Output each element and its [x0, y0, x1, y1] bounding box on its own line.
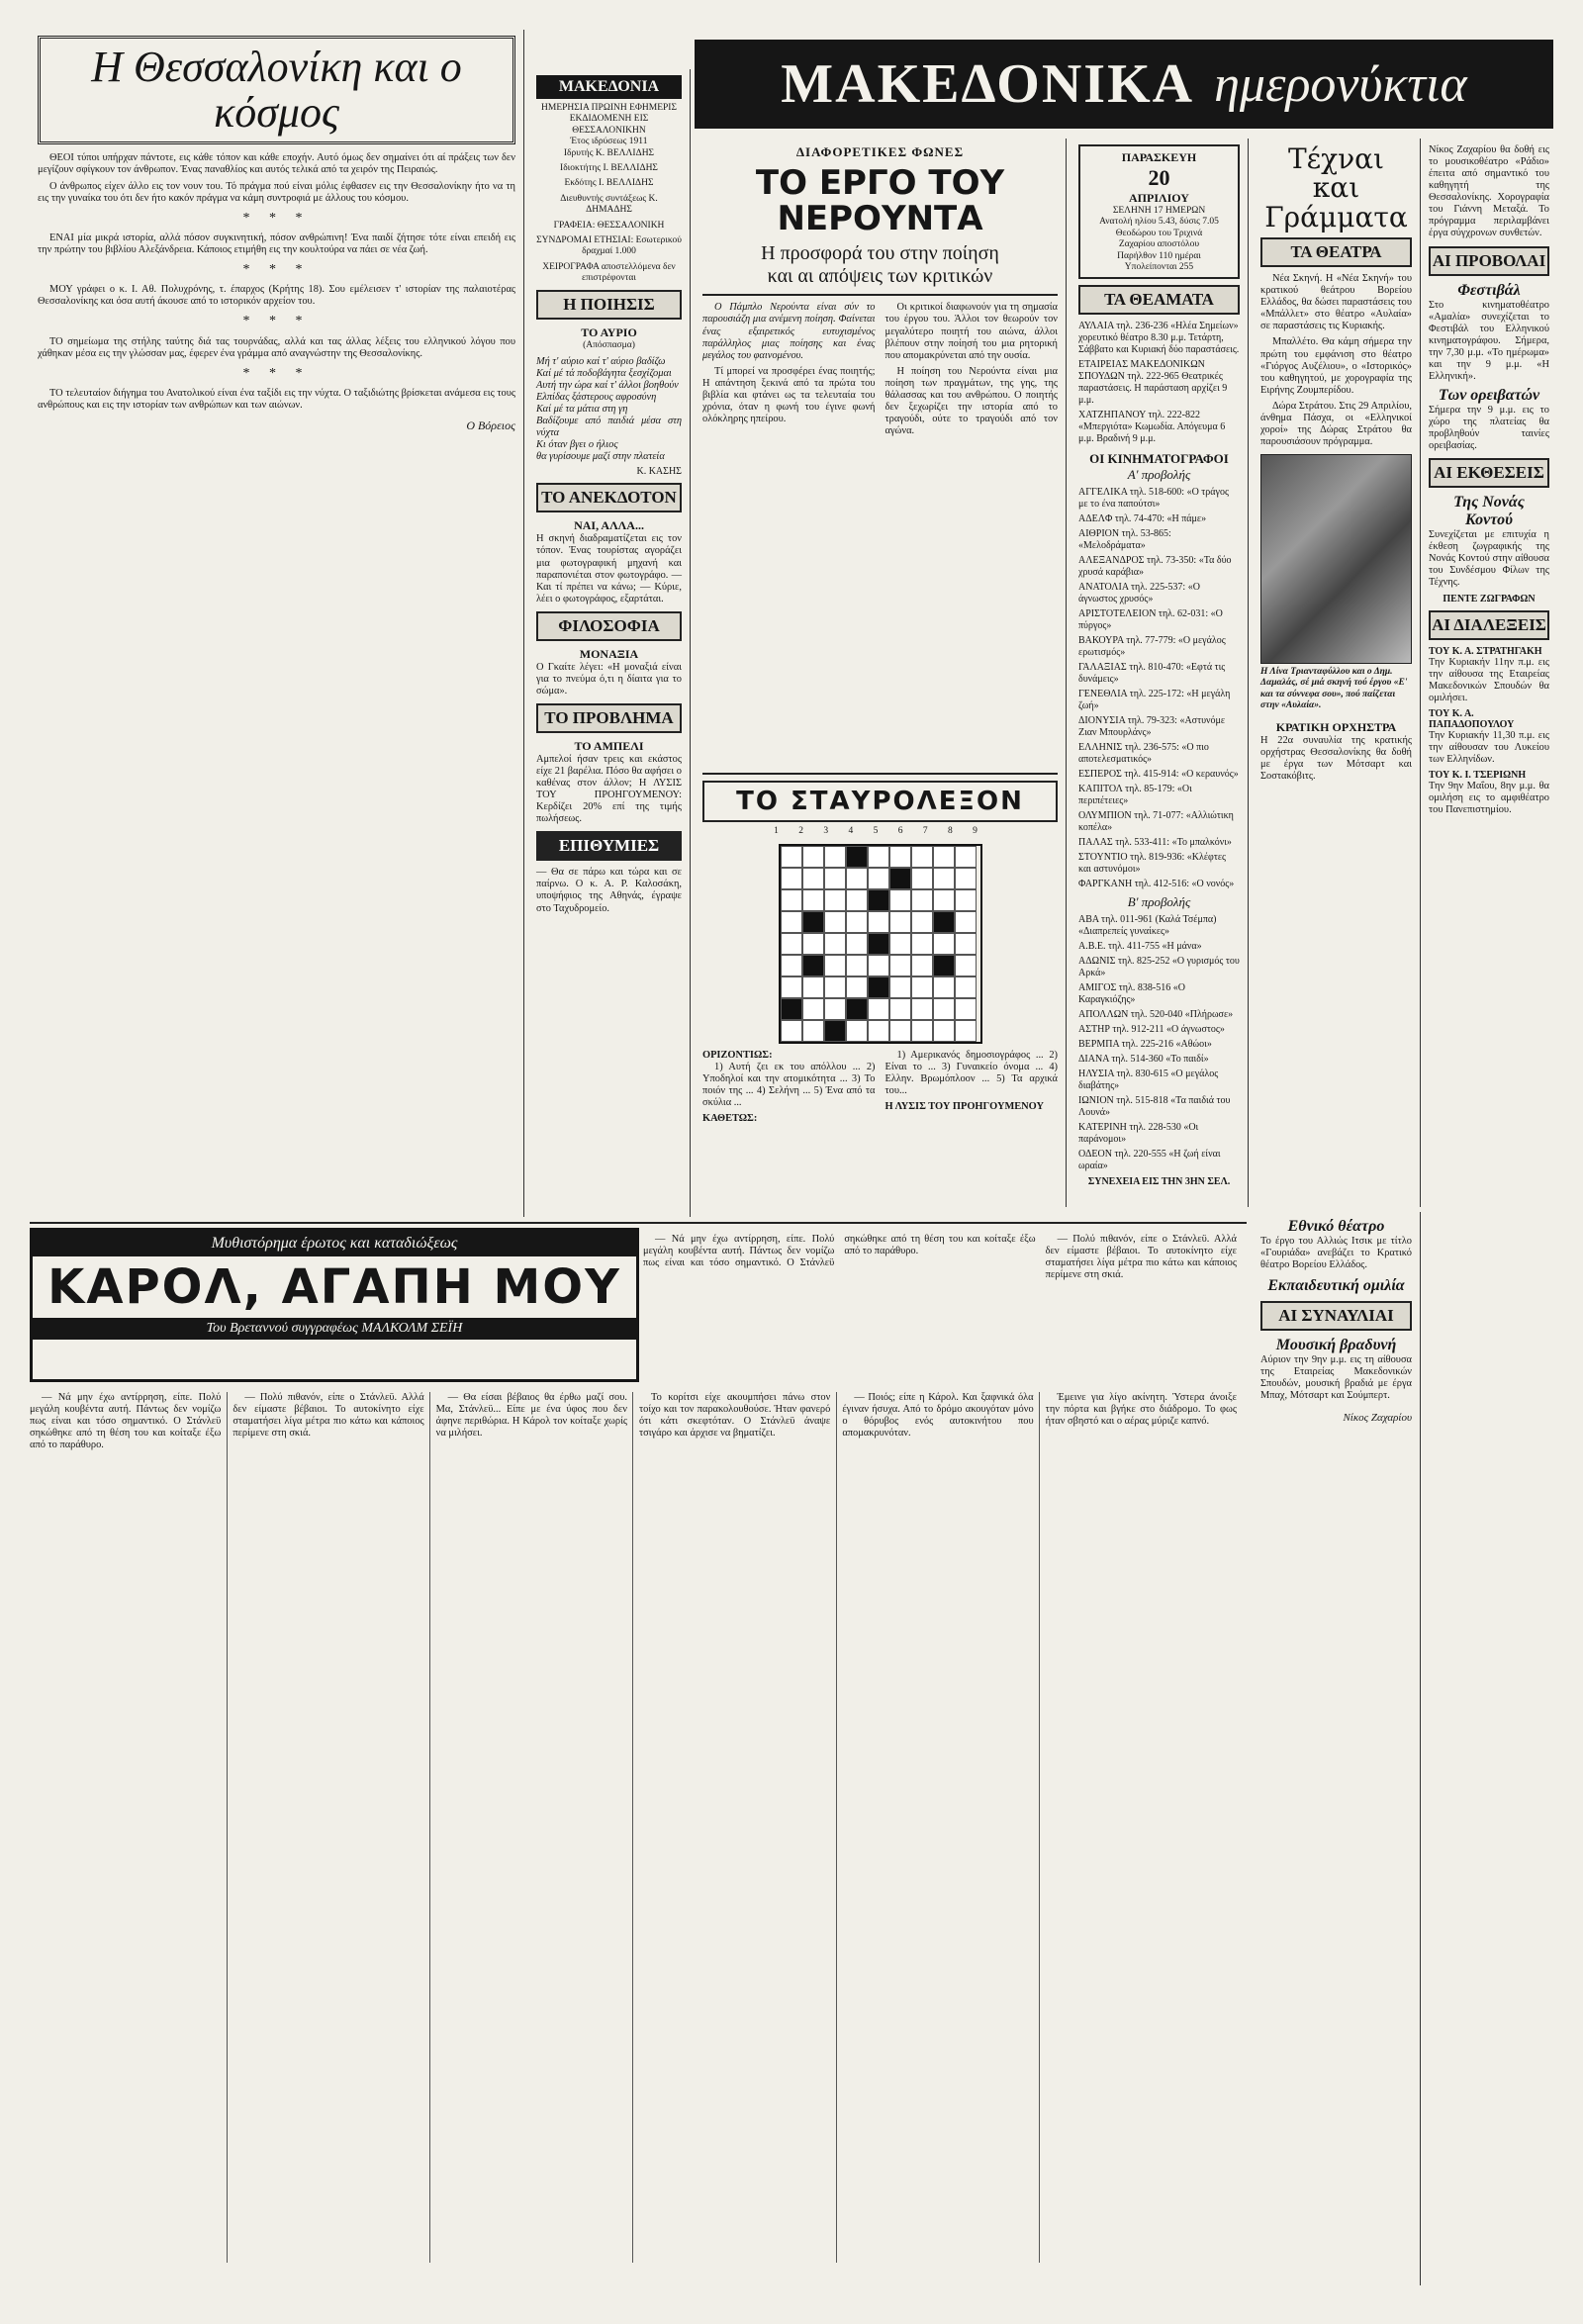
crossword-cell — [955, 889, 977, 911]
info-column — [528, 69, 691, 1217]
arts-column — [1253, 139, 1421, 1207]
crossword-cell — [802, 868, 824, 889]
info-line: ΧΕΙΡΟΓΡΑΦΑ αποστελλόμενα δεν επιστρέφονται — [542, 261, 676, 284]
problem-heading: ΤΟ ΠΡΟΒΛΗΜΑ — [536, 703, 682, 733]
poem-line: Καί μέ τα μάτια στη γη — [536, 404, 628, 416]
karol-paragraph: Το κορίτσι είχε ακουμπήσει πάνω στον τοίχο και τον παρακολουθούσε. Ήταν φανερό ότι κάτι σκεφτόταν. Ο Στάνλεϋ άναψε τσιγάρο και άρχισε να βηματίζει. — [638, 1392, 831, 1440]
arts-signature: Νίκος Ζαχαρίου — [1343, 1412, 1412, 1425]
date-line: Ανατολή ηλίου 5.43, δύσις 7.05 — [1099, 217, 1219, 228]
info-line: Ιδιοκτήτης Ι. ΒΕΛΛΙΔΗΣ — [560, 162, 658, 173]
left-feature-paragraph: Ο άνθρωπος είχεν άλλο εις τον νουν του. Τό πράγμα πού είναι μόλις έφθασεν εις την Θεσσαλονίκην ήτο να τη εις την γυναίκα του ότι δεν ήτο κακόν πράγμα να κάμη συντροφιά με άλλους του κόσμου. — [38, 180, 515, 204]
listings-column — [1071, 139, 1249, 1207]
poem-line: Μή τ' αύριο καί τ' αύριο βαδίζω — [536, 355, 666, 367]
crossword-cell — [781, 933, 802, 955]
cinema-listing: ΑΜΙΓΟΣ τηλ. 838-516 «Ο Καραγκιόζης» — [1078, 982, 1185, 1006]
crossword-black-cell — [846, 998, 868, 1020]
left-feature-paragraph: ΕΝΑΙ μία μικρά ιστορία, αλλά πόσον συγκινητική, πόσον ανθρώπινη! Ένα παιδί ζήτησε τότε είναι επειδή εις την πρώτην του βιβλίου Αλεξάνδρεια. Κάποιος ετιμήθη εις την κουλτούρα να πάει σε νέα ζωή. — [38, 232, 515, 255]
crossword-cell — [911, 998, 933, 1020]
crossword-cell — [802, 933, 824, 955]
dialexeis-heading: ΑΙ ΔΙΑΛΕΞΕΙΣ — [1429, 610, 1549, 640]
epithymies-text: — Θα σε πάρω και τώρα και σε παίρνω. Ο κ. Α. Ρ. Καλοσάκη, υποψήφιος της Αθηνάς, έγραψε στο Ταχυδρομείο. — [536, 867, 682, 914]
crossword-cell — [824, 868, 846, 889]
cinema-listing: ΚΑΠΙΤΟΛ τηλ. 85-179: «Οι περιπέτειες» — [1078, 784, 1192, 807]
philosophy-title: ΜΟΝΑΞΙΑ — [579, 646, 639, 661]
crossword-black-cell — [781, 998, 802, 1020]
theamata-heading: ΤΑ ΘΕΑΜΑΤΑ — [1078, 285, 1240, 315]
left-feature-signature: Ο Βόρειος — [466, 418, 515, 433]
cinema-listing: ΓΕΝΕΘΛΙΑ τηλ. 225-172: «Η μεγάλη ζωή» — [1078, 689, 1231, 712]
crossword-black-cell — [933, 911, 955, 933]
cinema-listing: ΓΑΛΑΞΙΑΣ τηλ. 810-470: «Εφτά τις δυνάμεις» — [1078, 662, 1226, 686]
karol-text-top — [643, 1234, 1237, 1372]
crossword-black-cell — [889, 868, 911, 889]
crossword-cell — [889, 911, 911, 933]
neruda-subhead-1: Η προσφορά του στην ποίηση — [761, 242, 999, 265]
lecture-title: ΤΟΥ Κ. Α. ΠΑΠΑΔΟΠΟΥΛΟΥ — [1429, 707, 1515, 730]
crossword-cell — [824, 933, 846, 955]
crossword-cell — [846, 868, 868, 889]
neruda-kicker: ΔΙΑΦΟΡΕΤΙΚΕΣ ΦΩΝΕΣ — [795, 144, 965, 159]
crossword-cell — [955, 955, 977, 976]
festival-title: Φεστιβάλ — [1457, 281, 1521, 299]
cinema-listing: ΒΑΚΟΥΡΑ τηλ. 77-779: «Ο μεγάλος ερωτισμός» — [1078, 635, 1226, 659]
info-line: Έτος ιδρύσεως 1911 — [570, 137, 648, 147]
problem-title: ΤΟ ΑΜΠΕΛΙ — [574, 738, 644, 753]
crossword-cell — [846, 933, 868, 955]
arts-body — [1260, 273, 1412, 448]
left-feature-body — [38, 152, 515, 433]
crossword-cell — [955, 1020, 977, 1042]
lecture-text: Την 9ην Μαΐου, 8ην μ.μ. θα ομιλήση εις το αμφιθέατρο του Πανεπιστημίου. — [1429, 780, 1549, 816]
left-feature-column — [30, 30, 524, 1217]
cinemas-a-list — [1078, 487, 1240, 890]
poem-title: ΤΟ ΑΥΡΙΟ — [581, 325, 637, 340]
crossword-black-cell — [868, 976, 889, 998]
cinemas-a-subheading: Α' προβολής — [1127, 467, 1191, 483]
neruda-paragraph: Τί μπορεί να προσφέρει ένας ποιητής; Η απάντηση ξεκινά από τα πρώτα του βιβλία και φτάνει ως τα τελευταία του χρόνια, όταν η φωνή του έγινε φωνή ολόκληρης ηπείρου. — [702, 365, 876, 424]
info-line: ΓΡΑΦΕΙΑ: ΘΕΣΣΑΛΟΝΙΚΗ — [553, 220, 665, 231]
crossword-cell — [933, 1020, 955, 1042]
date-line: ΣΕΛΗΝΗ 17 ΗΜΕΡΩΝ — [1112, 206, 1206, 216]
lecture-title: ΤΟΥ Κ. Ι. ΤΣΕΡΙΩΝΗ — [1429, 769, 1527, 781]
crossword-cell — [781, 1020, 802, 1042]
crossword-black-cell — [846, 846, 868, 868]
crossword-cell — [781, 911, 802, 933]
crossword-cell — [802, 976, 824, 998]
cinema-listing: ΦΑΡΓΚΑΝΗ τηλ. 412-516: «Ο νονός» — [1078, 879, 1235, 890]
masthead-title-a: ΜΑΚΕΔΟΝΙΚΑ — [781, 53, 1195, 115]
crossword-cell — [781, 846, 802, 868]
cinema-listing: ΟΔΕΟΝ τηλ. 220-555 «Η ζωή είναι ωραία» — [1078, 1149, 1221, 1172]
crossword-cell — [781, 955, 802, 976]
rule — [702, 294, 1058, 296]
karol-byline: Του Βρεταννού συγγραφέως ΜΑΛΚΟΛΜ ΣΕΪΗ — [33, 1318, 636, 1340]
crossword-cell — [955, 998, 977, 1020]
cinema-listing: ΗΛΥΣΙΑ τηλ. 830-615 «Ο μεγάλος διαβάτης» — [1078, 1069, 1219, 1092]
karol-paragraph: — Νά μην έχω αντίρρηση, είπε. Πολύ μεγάλη κουβέντα αυτή. Πάντως δεν νομίζω πως είναι και τόσο σημαντικό. Ο Στάνλεϋ σηκώθηκε από τη θέση του και κοίταξε έξω από το παράθυρο. — [643, 1234, 1036, 1269]
provoles-heading: ΑΙ ΠΡΟΒΟΛΑΙ — [1429, 246, 1549, 276]
crossword-cell — [781, 976, 802, 998]
crossword-cell — [802, 1020, 824, 1042]
rule — [702, 773, 1058, 775]
continuation-note: ΣΥΝΕΧΕΙΑ ΕΙΣ ΤΗΝ 3ΗΝ ΣΕΛ. — [1087, 1176, 1231, 1188]
synaulies-title: Μουσική βραδυνή — [1275, 1337, 1397, 1354]
fairy-title: Των ορειβατών — [1438, 386, 1540, 404]
date-month: ΑΠΡΙΛΙΟΥ — [1129, 191, 1189, 205]
masthead-title-b: ημερονύκτια — [1214, 55, 1467, 113]
neruda-paragraph: Οι κριτικοί διαφωνούν για τη σημασία του έργου του. Άλλοι τον θεωρούν τον μεγαλύτερο ποιητή του αιώνα, άλλοι βλέπουν στην ποίησή του μια ρητορική που απομακρύνεται από την ουσία. — [885, 302, 1058, 361]
neruda-article — [695, 139, 1067, 1207]
crossword-cell — [781, 889, 802, 911]
date-line: Παρήλθον 110 ημέραι — [1117, 250, 1201, 261]
crossword-cell — [933, 998, 955, 1020]
makedonia-info — [536, 103, 682, 284]
crossword-cell — [889, 976, 911, 998]
makedonia-masthead: ΜΑΚΕΔΟΝΙΑ — [536, 75, 682, 99]
ethniko-text: Το έργο του Αλλιώς Ιτσικ με τίτλο «Γουριάδα» ανεβάζει το Κρατικό θέατρο Βορείου Ελλάδος. — [1260, 1236, 1412, 1271]
cinema-listing: ΒΕΡΜΠΑ τηλ. 225-216 «Αθώοι» — [1078, 1039, 1212, 1051]
crossword-cell — [911, 889, 933, 911]
crossword-cell — [933, 976, 955, 998]
crossword-cell — [846, 1020, 868, 1042]
crossword-cell — [781, 868, 802, 889]
crossword-cell — [824, 955, 846, 976]
anekdoton-text: Η σκηνή διαδραματίζεται εις τον τόπον. Ένας τουρίστας αγοράζει μια φωτογραφική μηχανή και παραπονιέται στον φωτογράφο. — Και τί πρέπει να κάνω; — Κύριε, λέει ο φωτογράφος, εξαρτάται. — [536, 533, 682, 604]
left-feature-paragraph: ΤΟ τελευταίον διήγημα του Ανατολικού είναι ένα ταξίδι εις την νύχτα. Ο ταξιδιώτης βρίσκεται ανάμεσα εις τους ανθρώπους και εις την ιστορίαν των ανθρώπων και των αιώνων. — [38, 387, 515, 411]
crossword-cell — [955, 868, 977, 889]
poetry-heading: Η ΠΟΙΗΣΙΣ — [536, 290, 682, 320]
across-clues: 1) Αυτή ζει εκ του απόλλου ... 2) Υποδηλοί και την ατομικότητα ... 3) Το ποιόν της ... 4) Σελήνη ... 5) Ένα από τα σκύλια ... — [702, 1061, 876, 1109]
poem-line: Βαδίζουμε από παιδιά μέσα στη νύχτα — [536, 416, 682, 439]
arts-paragraph: Μπαλλέτο. Θα κάμη σήμερα την πρώτη του εμφάνιση στο θέατρο «Γιόργος Αυζέλιου», ο «Ιστορικός» του καθηγητού, με χορογραφία της Ειρήνης Ζουμπερίδου. — [1260, 336, 1412, 396]
karol-paragraph: Έμεινε για λίγο ακίνητη. Ύστερα άνοιξε την πόρτα και βγήκε στο διάδρομο. Το φως ήταν σβηστό και ο αέρας μύριζε καπνό. — [1045, 1392, 1237, 1428]
info-line: ΣΥΝΔΡΟΜΑΙ ΕΤΗΣΙΑΙ: Εσωτερικού δραχμαί 1.000 — [536, 234, 682, 257]
main-masthead — [695, 40, 1553, 129]
crossword-cell — [868, 868, 889, 889]
crossword-black-cell — [933, 955, 955, 976]
crossword-cell — [933, 889, 955, 911]
left-feature-paragraph: ΤΟ σημείωμα της στήλης ταύτης διά τας τουρνάδας, αλλά και τας άλλας λέξεις του ελληνικού λόγου που χάθηκαν μέσα εις την γλώσσαν μας, έφερεν ένα γράμμα από αναγνώστην της Θεσσαλονίκης. — [38, 335, 515, 359]
date-line: Ζαχαρίου αποστόλου — [1118, 239, 1200, 250]
cinema-listing: ΑΒΑ τηλ. 011-961 (Καλά Τσέμπα) «Διαπρεπείς γυναίκες» — [1078, 914, 1217, 938]
neruda-body — [702, 302, 1058, 767]
cinema-listing: ΑΔΩΝΙΣ τηλ. 825-252 «Ο γυρισμός του Αρκά» — [1078, 956, 1240, 979]
lecture-text: Την Κυριακήν 11,30 π.μ. εις την αίθουσαν του Λυκείου των Ελληνίδων. — [1429, 729, 1549, 765]
left-feature-paragraph: ΜΟΥ γράφει ο κ. Ι. Αθ. Πολυχρόνης, τ. έπαρχος (Κρήτης 18). Σου εμέλεισεν τ' ιστορίαν της παλαιοτέρας Θεσσαλονίκης και όσα αυτή άκουσε από το ιστορικόν αρχείον του. — [38, 284, 515, 308]
crossword-cell — [955, 933, 977, 955]
karol-banner-top: Μυθιστόρημα έρωτος και καταδιώξεως — [33, 1231, 636, 1256]
karol-paragraph: — Ποιός; είπε η Κάρολ. Και ξαφνικά όλα έγιναν ήσυχα. Από το δρόμο ακουγόταν μόνο ο θόρυβος ενός αυτοκινήτου που απομακρυνόταν. — [842, 1392, 1034, 1440]
crossword-cell — [868, 846, 889, 868]
ekthesis-text: Συνεχίζεται με επιτυχία η έκθεση ζωγραφικής της Νονάς Κοντού στην αίθουσα του Συνδέσμου Φίλων της Τέχνης. — [1429, 529, 1549, 589]
crossword-cell — [824, 998, 846, 1020]
crossword-cell — [824, 889, 846, 911]
theatre-listing: ΕΤΑΙΡΕΙΑΣ ΜΑΚΕΔΟΝΙΚΩΝ ΣΠΟΥΔΩΝ τηλ. 222-965 Θεατρικές παραστάσεις. Η παράσταση αρχίζει 9 μ.μ. — [1078, 359, 1228, 407]
date-number: 20 — [1148, 165, 1170, 190]
arts-paragraph: Νέα Σκηνή. Η «Νέα Σκηνή» του κρατικού θεάτρου Βορείου Ελλάδος, θα δώσει παραστάσεις του «Μπάλλετ» στο θέατρο «Αυλαία» σε παραστάσεις τις Κυριακής. — [1260, 273, 1412, 332]
crossword-cell — [846, 955, 868, 976]
info-line: Διευθυντής συντάξεως Κ. ΔΗΜΑΔΗΣ — [560, 193, 658, 216]
cinema-listing: ΑΣΤΗΡ τηλ. 912-211 «Ο άγνωστος» — [1078, 1024, 1225, 1036]
crossword-grid — [779, 844, 982, 1044]
orchestra-text: Η 22α συναυλία της κρατικής ορχήστρας Θεσσαλονίκης θα δοθή με έργα των Μότσαρτ και Σοστακόβιτς. — [1260, 734, 1412, 782]
arts-lower-column — [1253, 1212, 1421, 2285]
crossword-cell — [802, 846, 824, 868]
across-heading: ΟΡΙΖΟΝΤΙΩΣ: — [702, 1049, 773, 1061]
crossword-cell — [802, 889, 824, 911]
cinema-listing: ΔΙΑΝΑ τηλ. 514-360 «Το παιδί» — [1078, 1054, 1209, 1066]
karol-serial — [30, 1222, 1247, 2285]
date-box — [1078, 144, 1240, 279]
cinema-listing: ΑΙΘΡΙΟΝ τηλ. 53-865: «Μελοδράματα» — [1078, 528, 1171, 552]
theatre-scene-photo — [1260, 454, 1412, 664]
anekdoton-heading: ΤΟ ΑΝΕΚΔΟΤΟΝ — [536, 483, 682, 512]
ekthesis-title: Της Νονάς Κοντού — [1453, 494, 1525, 529]
cinema-listing: ΑΛΕΞΑΝΔΡΟΣ τηλ. 73-350: «Τα δύο χρυσά καράβια» — [1078, 555, 1232, 579]
crossword-cell — [955, 911, 977, 933]
crossword-cell — [889, 1020, 911, 1042]
crossword-cell — [868, 955, 889, 976]
crossword-cell — [889, 846, 911, 868]
synaulies-text: Αύριον την 9ην μ.μ. εις τη αίθουσα της Εταιρείας Μακεδονικών Σπουδών, μουσική βραδιά με έργα Μπαχ, Μότσαρτ και Σούμπερτ. — [1260, 1354, 1412, 1402]
neruda-subhead-2: και αι απόψεις των κριτικών — [767, 265, 993, 288]
cinema-listing: ΑΝΑΤΟΛΙΑ τηλ. 225-537: «Ο άγνωστος χρυσός» — [1078, 582, 1200, 605]
ethniko-heading: Εθνικό θέατρο — [1287, 1218, 1385, 1235]
cinema-listing: ΣΤΟΥΝΤΙΟ τηλ. 819-936: «Κλέφτες και αστυνόμοι» — [1078, 852, 1226, 876]
crossword-cell — [824, 846, 846, 868]
ekthesis-heading: ΑΙ ΕΚΘΕΣΕΙΣ — [1429, 458, 1549, 488]
philosophy-text: Ο Γκαίτε λέγει: «Η μοναξιά είναι για το πνεύμα ό,τι η δίαιτα για το σώμα». — [536, 661, 682, 697]
crossword-cell — [824, 911, 846, 933]
crossword-cell — [911, 846, 933, 868]
crossword-cell — [868, 998, 889, 1020]
far-right-top-text: Νίκος Ζαχαρίου θα δοθή εις το μουσικοθέατρο «Ράδιο» έπειτα από σημαντικό του καθηγητή της Θεσσαλονίκης. Χορογραφία του Γιάννη Μεταξά. Το πρόγραμμα περιλαμβάνει έργα σύγχρονων συνθετών. — [1429, 144, 1549, 239]
cinema-listing: ΙΩΝΙΟΝ τηλ. 515-818 «Τα παιδιά του Λουνά» — [1078, 1095, 1231, 1119]
cinema-listing: ΕΛΛΗΝΙΣ τηλ. 236-575: «Ο πιο αποτελεσματικός» — [1078, 742, 1209, 766]
crossword-cell — [889, 889, 911, 911]
crossword-title: ΤΟ ΣΤΑΥΡΟΛΕΞΟΝ — [702, 781, 1058, 822]
far-right-column — [1425, 139, 1553, 2285]
down-clues: 1) Αμερικανός δημοσιογράφος ... 2) Είναι το ... 3) Γυναικείο όνομα ... 4) Ελλην. Βρωμόπλοον ... 5) Τα αρχικά του... — [885, 1049, 1058, 1096]
info-line: Ιδρυτής Κ. ΒΕΛΛΙΔΗΣ — [563, 147, 655, 158]
crossword-black-cell — [802, 955, 824, 976]
crossword-cell — [911, 976, 933, 998]
date-line: Υπολείπονται 255 — [1124, 261, 1194, 272]
karol-paragraph: — Πολύ πιθανόν, είπε ο Στάνλεϋ. Αλλά δεν είμαστε βέβαιοι. Το αυτοκίνητο είχε σταματήσει λίγα μέτρα πιο κάτω και κάποιος περίμενε στη σκιά. — [1045, 1234, 1237, 1281]
poem-subtitle: (Απόσπασμα) — [583, 340, 635, 351]
festival-text: Στο κινηματοθέατρο «Αμαλία» συνεχίζεται το Φεστιβάλ του Ελληνικού κινηματογράφου. Σήμερα, την 7,30 μ.μ. «Το ημέρωμα» και την 9 μ.μ. «Η Ελληνική». — [1429, 299, 1549, 382]
crossword-cell — [911, 911, 933, 933]
cinema-listing: ΑΡΙΣΤΟΤΕΛΕΙΟΝ τηλ. 62-031: «Ο πύργος» — [1078, 608, 1223, 632]
lecture-text: Την Κυριακήν 11ην π.μ. εις την αίθουσα της Εταιρείας Μακεδονικών Σπουδών θα ομιλήσει. — [1429, 656, 1549, 703]
date-day: ΠΑΡΑΣΚΕΥΗ — [1121, 150, 1197, 164]
poem-lines — [536, 356, 682, 464]
epithymies-heading: ΕΠΙΘΥΜΙΕΣ — [536, 831, 682, 861]
crossword-cell — [889, 998, 911, 1020]
photo-caption: Η Λίνα Τριανταφύλλου και ο Δημ. Δαμαλάς, σέ μιά σκηνή τού έργου «Ε' και τα σύννεφα σου», πού παίζεται στην «Αυλαία». — [1260, 667, 1408, 711]
crossword-cell — [911, 955, 933, 976]
crossword-cell — [824, 976, 846, 998]
theatre-listing: ΧΑΤΖΗΠΑΝΟΥ τηλ. 222-822 «Μπεργιότα» Κωμωδία. Απόγευμα 6 μ.μ. Βραδινή 9 μ.μ. — [1078, 410, 1226, 445]
cinema-listing: ΕΣΠΕΡΟΣ τηλ. 415-914: «Ο κεραυνός» — [1078, 769, 1239, 781]
crossword-cell — [889, 955, 911, 976]
poem-line: Κι όταν βγει ο ήλιος — [536, 439, 618, 451]
synaulies-heading: ΑΙ ΣΥΝΑΥΛΙΑΙ — [1260, 1301, 1412, 1331]
cinema-listing: ΔΙΟΝΥΣΙΑ τηλ. 79-323: «Αστυνόμε Ζιαν Μπουρλάνς» — [1078, 715, 1226, 739]
orchestra-heading: ΚΡΑΤΙΚΗ ΟΡΧΗΣΤΡΑ — [1275, 719, 1397, 734]
crossword-cell — [868, 911, 889, 933]
poem-line: θα γυρίσουμε μαζί στην πλατεία — [536, 451, 665, 463]
crossword-clues — [702, 1050, 1058, 1125]
cinema-listing: ΠΑΛΑΣ τηλ. 533-411: «Το μπαλκόνι» — [1078, 837, 1232, 849]
crossword-cell — [802, 998, 824, 1020]
anekdoton-title: ΝΑΙ, ΑΛΛΑ... — [574, 518, 644, 533]
karol-text-body — [30, 1392, 1237, 2263]
crossword-black-cell — [868, 933, 889, 955]
philosophy-heading: ΦΙΛΟΣΟΦΙΑ — [536, 611, 682, 641]
arts-headline: Τέχναι και Γράμματα — [1264, 142, 1408, 233]
down-heading: ΚΑΘΕΤΩΣ: — [702, 1113, 758, 1125]
poem-author: Κ. ΚΑΣΗΣ — [636, 466, 682, 478]
cinemas-b-subheading: Β' προβολής — [1127, 894, 1191, 910]
cinemas-b-list — [1078, 914, 1240, 1172]
cinema-listing: ΑΔΕΛΦ τηλ. 74-470: «Η πάμε» — [1078, 513, 1207, 525]
crossword-cell — [911, 868, 933, 889]
info-line: Εκδότης Ι. ΒΕΛΛΙΔΗΣ — [564, 178, 654, 189]
crossword-cell — [846, 889, 868, 911]
left-feature-paragraph: ΘΕΟΙ τύποι υπήρχαν πάντοτε, εις κάθε τόπον και κάθε εποχήν. Αυτό όμως δεν σημαίνει ότι αί πράξεις των δεν μεγίζουν σφίγκουν τον άνθρωπον. Ένας παναθλίος και αυτός τελικά από τα χειρόν της Πειραιώς. — [38, 152, 515, 176]
crossword-cell — [955, 976, 977, 998]
theatre-listing: ΑΥΛΑΙΑ τηλ. 236-236 «Ηλέα Σημείων» χορευτικό θέατρο 8.30 μ.μ. Τετάρτη, Σάββατο και Κυριακή δύο παραστάσεις. — [1078, 321, 1240, 356]
poem-line: Καί μέ τά ποδοβάγητα ξεσχίζομαι — [536, 367, 672, 379]
arts-paragraph: Δώρα Στράτου. Στις 29 Απριλίου, άνθημα Πάσχα, οι «Ελληνικοί χοροί» της Δώρας Στράτου θα παρουσιάσουν πρόγραμμα. — [1260, 400, 1412, 447]
neruda-paragraph: Ο Πάμπλο Νερούντα είναι σύν το παρουσιάζη μια ανέμενη ποίηση. Φαίνεται ένας εξαιρετικός ευτυχισμένος παράλληλος μιας ποίησης και ένας μεγάλος του φαινομένου. — [702, 302, 876, 361]
lecture-title: ΤΟΥ Κ. Α. ΣΤΡΑΤΗΓΑΚΗ — [1429, 645, 1542, 657]
crossword-cell — [911, 933, 933, 955]
five-painters: ΠΕΝΤΕ ΖΩΓΡΑΦΩΝ — [1443, 593, 1536, 604]
ekpaideftiki-heading: Εκπαιδευτική ομιλία — [1267, 1277, 1405, 1295]
crossword-col-numbers: 1 2 3 4 5 6 7 8 9 — [774, 826, 986, 837]
crossword-cell — [933, 868, 955, 889]
cinema-listing: ΟΛΥΜΠΙΟΝ τηλ. 71-077: «Αλλιώτικη κοπέλα» — [1078, 810, 1234, 834]
cinema-listing: ΚΑΤΕΡΙΝΗ τηλ. 228-530 «Οι παράνομοι» — [1078, 1122, 1199, 1146]
problem-text: Αμπελοί ήσαν τρεις και εκάστος είχε 21 βαρέλια. Πόσο θα αφήσει ο καθένας στον άλλον; Η ΛΥΣΙΣ ΤΟΥ ΠΡΟΗΓΟΥΜΕΝΟΥ: Κερδίζει 20% επί της τιμής πωλήσεως. — [536, 753, 682, 825]
section-divider-stars: * * * — [242, 210, 311, 226]
crossword-cell — [911, 1020, 933, 1042]
crossword-black-cell — [868, 889, 889, 911]
poem-line: Αυτή την ώρα καί τ' άλλοι βοηθούν — [536, 379, 679, 391]
neruda-headline: ΤΟ ΕΡΓΟ ΤΟΥ ΝΕΡΟΥΝΤΑ — [755, 163, 1005, 238]
neruda-paragraph: Η ποίηση του Νερούντα είναι μια ποίηση των πραγμάτων, της γης, της θάλασσας και του ανθρώπου. Ο ποιητής δεν ξεχωρίζει την ιστορία από το τραγούδι, ούτε το τραγούδι από τον αγώνα. — [885, 365, 1058, 436]
karol-banner — [30, 1228, 639, 1382]
karol-paragraph: — Πολύ πιθανόν, είπε ο Στάνλεϋ. Αλλά δεν είμαστε βέβαιοι. Το αυτοκίνητο είχε σταματήσει λίγα μέτρα πιο κάτω και κάποιος περίμενε στη σκιά. — [233, 1392, 424, 1440]
section-divider-stars: * * * — [242, 261, 311, 277]
fairy-text: Σήμερα την 9 μ.μ. εις το χώρο της πλατείας θα προβληθούν ταινίες ορειβασίας. — [1429, 404, 1549, 452]
karol-paragraph: — Θα είσαι βέβαιος θα έρθω μαζί σου. Μα, Στάνλεϋ... Είπε με ένα ύφος που δεν άφηνε περιθώρια. Η Κάρολ τον κοίταξε χωρίς να μιλήσει. — [435, 1392, 627, 1440]
poem-line: Ελπίδας ξάστερους αφροσύνη — [536, 392, 657, 404]
solution-heading: Η ΛΥΣΙΣ ΤΟΥ ΠΡΟΗΓΟΥΜΕΝΟΥ — [885, 1101, 1045, 1113]
crossword-black-cell — [802, 911, 824, 933]
cinema-listing: ΑΓΓΕΛΙΚΑ τηλ. 518-600: «Ο τράγος με το ένα παπούτσι» — [1078, 487, 1229, 511]
crossword-cell — [868, 1020, 889, 1042]
karol-paragraph: — Νά μην έχω αντίρρηση, είπε. Πολύ μεγάλη κουβέντα αυτή. Πάντως δεν νομίζω πως είναι και τόσο σημαντικό. Ο Στάνλεϋ σηκώθηκε από τη θέση του και κοίταξε έξω από το παράθυρο. — [30, 1392, 222, 1451]
left-feature-title: Η Θεσσαλονίκη και ο κόσμος — [38, 36, 515, 144]
crossword-cell — [889, 933, 911, 955]
cinemas-heading: ΟΙ ΚΙΝΗΜΑΤΟΓΡΑΦΟΙ — [1089, 451, 1229, 467]
crossword-cell — [846, 911, 868, 933]
section-divider-stars: * * * — [242, 365, 311, 381]
info-line: ΗΜΕΡΗΣΙΑ ΠΡΩΙΝΗ ΕΦΗΜΕΡΙΣ ΕΚΔΙΔΟΜΕΝΗ ΕΙΣ ΘΕΣΣΑΛΟΝΙΚΗΝ — [541, 103, 677, 136]
section-divider-stars: * * * — [242, 314, 311, 329]
karol-title: ΚΑΡΟΛ, ΑΓΑΠΗ ΜΟΥ — [47, 1259, 621, 1315]
crossword-cell — [955, 846, 977, 868]
theatre-heading: ΤΑ ΘΕΑΤΡΑ — [1260, 237, 1412, 267]
crossword-cell — [933, 933, 955, 955]
date-line: Θεοδώρου του Τριχινά — [1115, 228, 1203, 238]
cinema-listing: Α.Β.Ε. τηλ. 411-755 «Η μάνα» — [1078, 941, 1202, 953]
crossword-black-cell — [824, 1020, 846, 1042]
crossword-cell — [933, 846, 955, 868]
cinema-listing: ΑΠΟΛΛΩΝ τηλ. 520-040 «Πλήρωσε» — [1078, 1009, 1234, 1021]
crossword-cell — [846, 976, 868, 998]
